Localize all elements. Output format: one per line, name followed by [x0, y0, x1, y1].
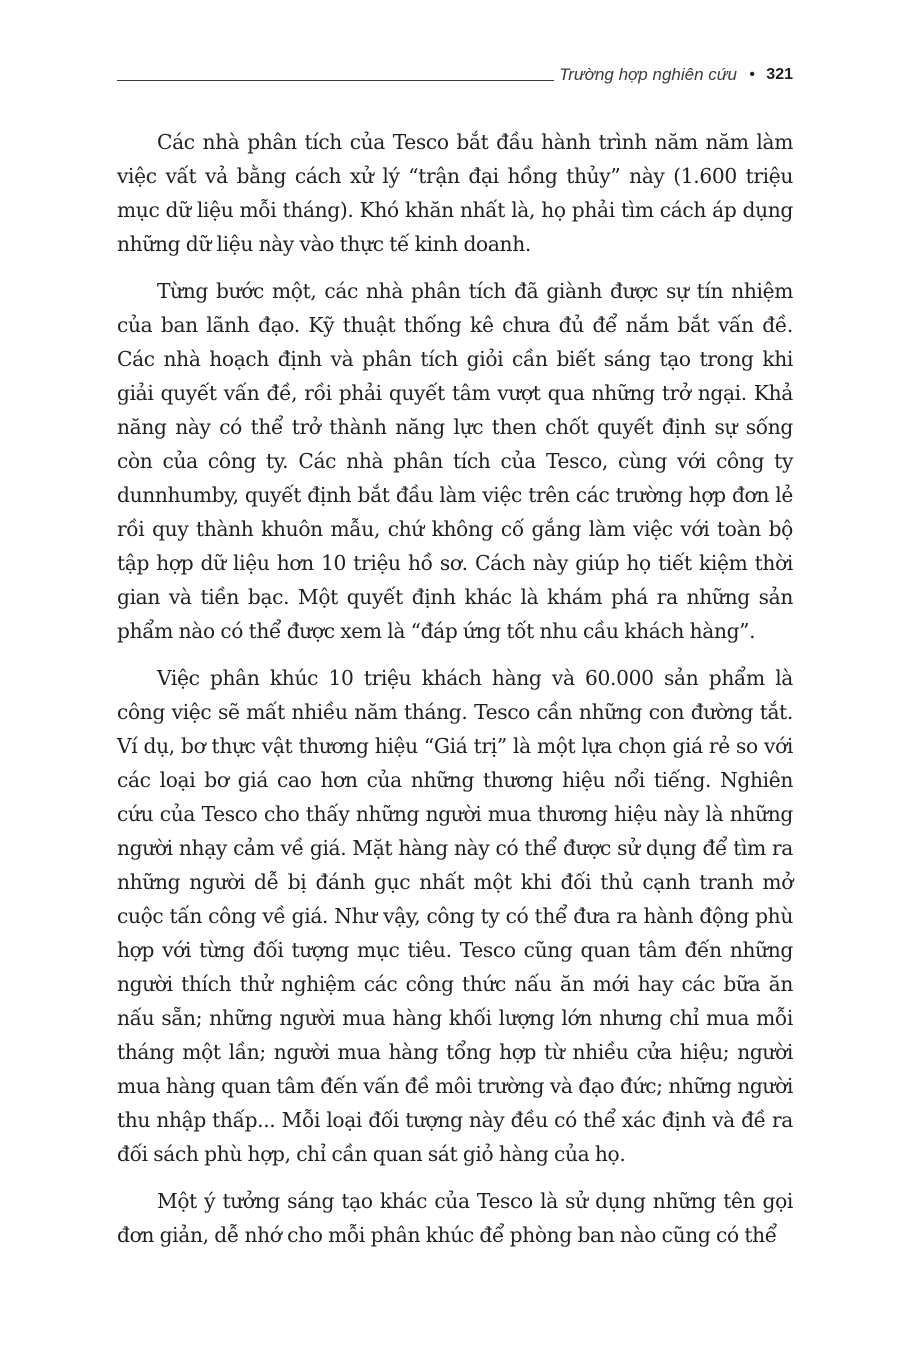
paragraph-4: Một ý tưởng sáng tạo khác của Tesco là sử dụng những tên gọi đơn giản, dễ nhớ cho mỗi phân khúc để phòng ban nào cũng có thể: [117, 1189, 793, 1247]
paragraph-2: Từng bước một, các nhà phân tích đã giành được sự tín nhiệm của ban lãnh đạo. Kỹ thuật thống kê chưa đủ để nắm bắt vấn đề. Các nhà hoạch định và phân tích giỏi cần biết sáng tạo trong khi giải quyết vấn đề, rồi phải quyết tâm vượt qua những trở ngại. Khả năng này có thể trở thành năng lực then chốt quyết định sự sống còn của công ty. Các nhà phân tích của Tesco, cùng với công ty dunnhumby, quyết định bắt đầu làm việc trên các trường hợp đơn lẻ rồi quy thành khuôn mẫu, chứ không cố gắng làm việc với toàn bộ tập hợp dữ liệu hơn 10 triệu hồ sơ. Cách này giúp họ tiết kiệm thời gian và tiền bạc. Một quyết định khác là khám phá ra những sản phẩm nào có thể được xem là “đáp ứng tốt nhu cầu khách hàng”.: [117, 279, 793, 643]
running-title: Trường hợp nghiên cứu: [559, 65, 737, 84]
running-header: [117, 62, 795, 88]
paragraph-1: Các nhà phân tích của Tesco bắt đầu hành trình năm năm làm việc vất vả bằng cách xử lý “trận đại hồng thủy” này (1.600 triệu mục dữ liệu mỗi tháng). Khó khăn nhất là, họ phải tìm cách áp dụng những dữ liệu này vào thực tế kinh doanh.: [117, 130, 793, 256]
header-bullet: •: [749, 66, 755, 83]
paragraph-3: Việc phân khúc 10 triệu khách hàng và 60.000 sản phẩm là công việc sẽ mất nhiều năm tháng. Tesco cần những con đường tắt. Ví dụ, bơ thực vật thương hiệu “Giá trị” là một lựa chọn giá rẻ so với các loại bơ giá cao hơn của những thương hiệu nổi tiếng. Nghiên cứu của Tesco cho thấy những người mua thương hiệu này là những người nhạy cảm về giá. Mặt hàng này có thể được sử dụng để tìm ra những người dễ bị đánh gục nhất một khi đối thủ cạnh tranh mở cuộc tấn công về giá. Như vậy, công ty có thể đưa ra hành động phù hợp với từng đối tượng mục tiêu. Tesco cũng quan tâm đến những người thích thử nghiệm các công thức nấu ăn mới hay các bữa ăn nấu sẵn; những người mua hàng khối lượng lớn nhưng chỉ mua mỗi tháng một lần; người mua hàng tổng hợp từ nhiều cửa hiệu; người mua hàng quan tâm đến vấn đề môi trường và đạo đức; những người thu nhập thấp... Mỗi loại đối tượng này đều có thể xác định và đề ra đối sách phù hợp, chỉ cần quan sát giỏ hàng của họ.: [117, 666, 793, 1166]
page-number: 321: [766, 66, 793, 83]
header-rule: [117, 80, 554, 81]
body-text: [117, 125, 793, 1265]
